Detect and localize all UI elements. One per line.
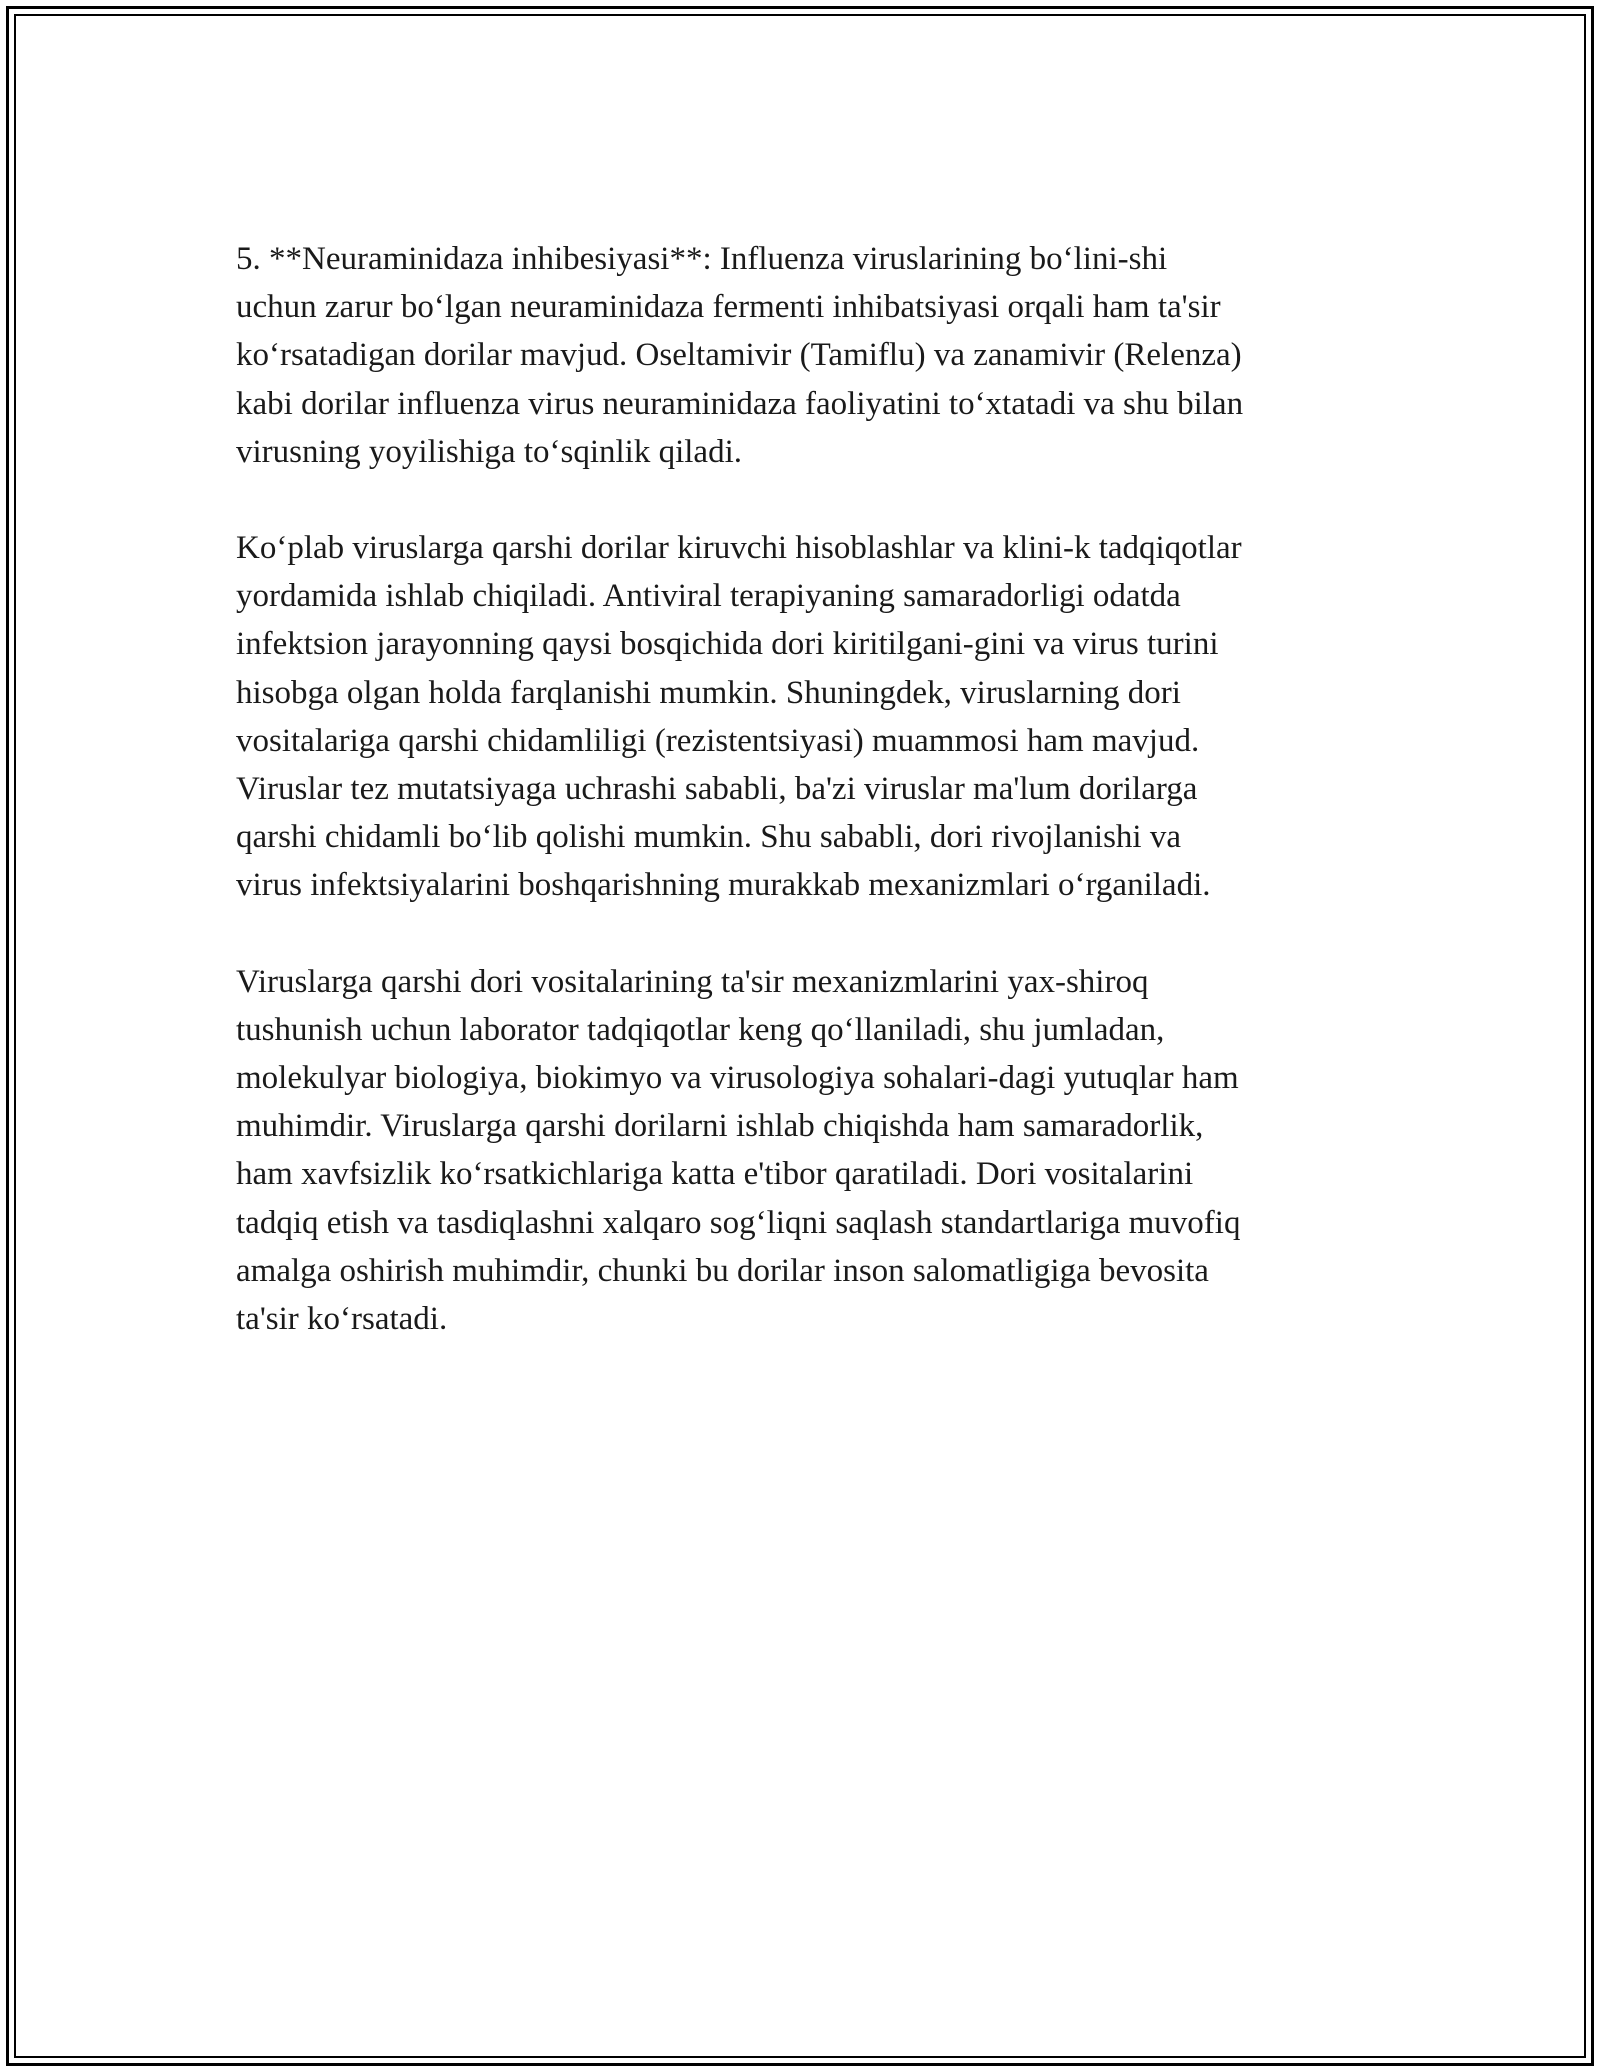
text-line: Ko‘plab viruslarga qarshi dorilar kiruvchi hisoblashlar va klini-k tadqiqotlar [236, 530, 1242, 567]
document-body [236, 235, 1436, 1391]
text-line: infektsion jarayonning qaysi bosqichida dori kiritilgani-gini va virus turini [236, 626, 1219, 663]
text-line: tadqiq etish va tasdiqlashni xalqaro sog‘liqni saqlash standartlariga muvofiq [236, 1204, 1241, 1241]
text-line: virusning yoyilishiga to‘sqinlik qiladi. [236, 433, 742, 470]
text-line: ta'sir ko‘rsatadi. [236, 1301, 448, 1338]
text-line: 5. **Neuraminidaza inhibesiyasi**: Influenza viruslarining bo‘lini-shi [236, 241, 1168, 277]
text-line: amalga oshirish muhimdir, chunki bu dorilar inson salomatligiga bevosita [236, 1252, 1209, 1289]
text-line: hisobga olgan holda farqlanishi mumkin. Shuningdek, viruslarning dori [236, 674, 1181, 711]
paragraph-laboratory-research [236, 958, 1436, 1344]
paragraph-drug-development [236, 524, 1436, 910]
text-line: uchun zarur bo‘lgan neuraminidaza fermenti inhibatsiyasi orqali ham ta'sir [236, 289, 1221, 326]
text-line: ko‘rsatadigan dorilar mavjud. Oseltamivir (Tamiflu) va zanamivir (Relenza) [236, 337, 1242, 374]
text-line: molekulyar biologiya, biokimyo va virusologiya sohalari-dagi yutuqlar ham [236, 1060, 1239, 1097]
text-line: ham xavfsizlik ko‘rsatkichlariga katta e'tibor qaratiladi. Dori vositalarini [236, 1156, 1194, 1193]
text-line: Viruslar tez mutatsiyaga uchrashi sababli, ba'zi viruslar ma'lum dorilarga [236, 771, 1198, 808]
text-line: tushunish uchun laborator tadqiqotlar keng qo‘llaniladi, shu jumladan, [236, 1011, 1165, 1048]
text-line: kabi dorilar influenza virus neuraminidaza faoliyatini to‘xtatadi va shu bilan [236, 385, 1244, 422]
text-line: Viruslarga qarshi dori vositalarining ta'sir mexanizmlarini yax-shiroq [236, 963, 1149, 1000]
text-line: qarshi chidamli bo‘lib qolishi mumkin. Shu sababli, dori rivojlanishi va [236, 819, 1181, 856]
paragraph-neuraminidase [236, 235, 1436, 476]
text-line: yordamida ishlab chiqiladi. Antiviral terapiyaning samaradorligi odatda [236, 578, 1181, 615]
text-line: virus infektsiyalarini boshqarishning murakkab mexanizmlari o‘rganiladi. [236, 867, 1211, 904]
text-line: vositalariga qarshi chidamliligi (rezistentsiyasi) muammosi ham mavjud. [236, 722, 1200, 759]
text-line: muhimdir. Viruslarga qarshi dorilarni ishlab chiqishda ham samaradorlik, [236, 1108, 1204, 1145]
